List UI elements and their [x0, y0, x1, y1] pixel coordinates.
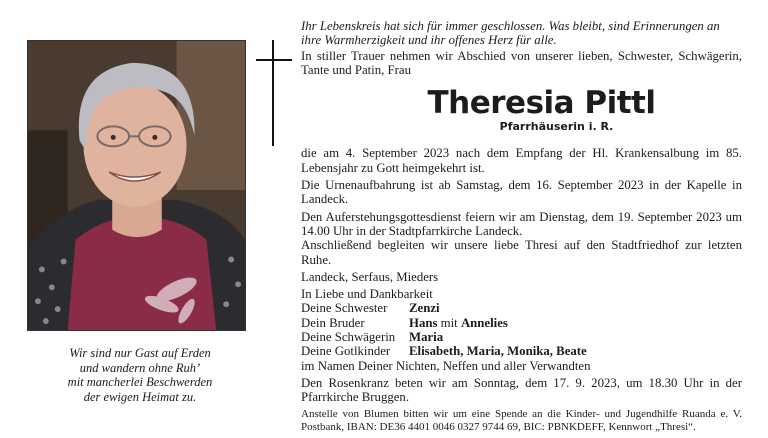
- relative-name: Zenzi: [409, 301, 440, 316]
- obituary-text: [301, 19, 742, 434]
- relative-godchildren: [301, 344, 742, 358]
- relative-name: Maria: [409, 330, 444, 345]
- left-verse-line: mit mancherlei Beschwerden: [67, 375, 213, 389]
- urn-notice: Die Urnenaufbahrung ist ab Samstag, dem 16. September 2023 in der Kapelle in Landeck.: [301, 178, 742, 207]
- love-line: In Liebe und Dankbarkeit: [301, 287, 433, 302]
- portrait-photo: [27, 40, 246, 331]
- left-verse-line: und wandern ohne Ruh’: [79, 360, 201, 375]
- relative-brother: [301, 316, 742, 330]
- death-notice: die am 4. September 2023 nach dem Empfang der Hl. Krankensalbung im 85. Lebensjahr zu Gott heimgekehrt ist.: [301, 146, 742, 175]
- relative-sisterinlaw: [301, 330, 742, 344]
- relative-sister: [301, 301, 742, 315]
- deceased-title: Pfarrhäuserin i. R.: [499, 120, 614, 134]
- places: Landeck, Serfaus, Mieders: [301, 269, 439, 284]
- opening-verse: Ihr Lebenskreis hat sich für immer geschlossen. Was bleibt, sind Erinnerungen an ihre Warmherzigkeit und ihr offenes Herz für alle.: [301, 19, 720, 48]
- relative-label: Deine Gotlkinder: [301, 344, 391, 359]
- portrait-illustration: [28, 41, 245, 330]
- relative-partner: Annelies: [460, 315, 508, 330]
- relative-label: Deine Schwester: [301, 301, 388, 316]
- service-notice: Den Auferstehungsgottesdienst feiern wir am Dienstag, dem 19. September 2023 um 14.00 Uhr in der Stadtpfarrkirche Landeck.: [301, 209, 742, 238]
- left-verse-line: Wir sind nur Gast auf Erden: [69, 346, 211, 360]
- deceased-name: Theresia Pittl: [427, 85, 656, 122]
- left-verse-line: der ewigen Heimat zu.: [83, 389, 197, 404]
- relative-label: Dein Bruder: [301, 315, 365, 330]
- relatives-others: im Namen Deiner Nichten, Neffen und aller Verwandten: [301, 358, 591, 373]
- burial-notice: Anschließend begleiten wir unsere liebe Thresi auf den Stadtfriedhof zur letzten Ruhe.: [301, 238, 742, 267]
- relative-with: mit: [440, 315, 458, 330]
- relative-label: Deine Schwägerin: [301, 330, 396, 345]
- left-verse: [20, 346, 260, 404]
- donation-notice: Anstelle von Blumen bitten wir um eine Spende an die Kinder- und Jugendhilfe Ruanda e. V. Postbank, IBAN: DE36 4401 0046 0327 9744 69, BIC: PBNKDEFF, Kennwort „Thresi“.: [301, 407, 742, 433]
- relative-name: Elisabeth, Maria, Monika, Beate: [409, 344, 587, 359]
- rosary-notice: Den Rosenkranz beten wir am Sonntag, dem 17. 9. 2023, um 18.30 Uhr in der Pfarrkirche Bruggen.: [301, 375, 742, 405]
- relative-name: Hans: [409, 315, 438, 330]
- cross-icon: [256, 40, 292, 146]
- intro-text: In stiller Trauer nehmen wir Abschied von unserer lieben, Schwester, Schwägerin, Tante und Patin, Frau: [301, 48, 742, 77]
